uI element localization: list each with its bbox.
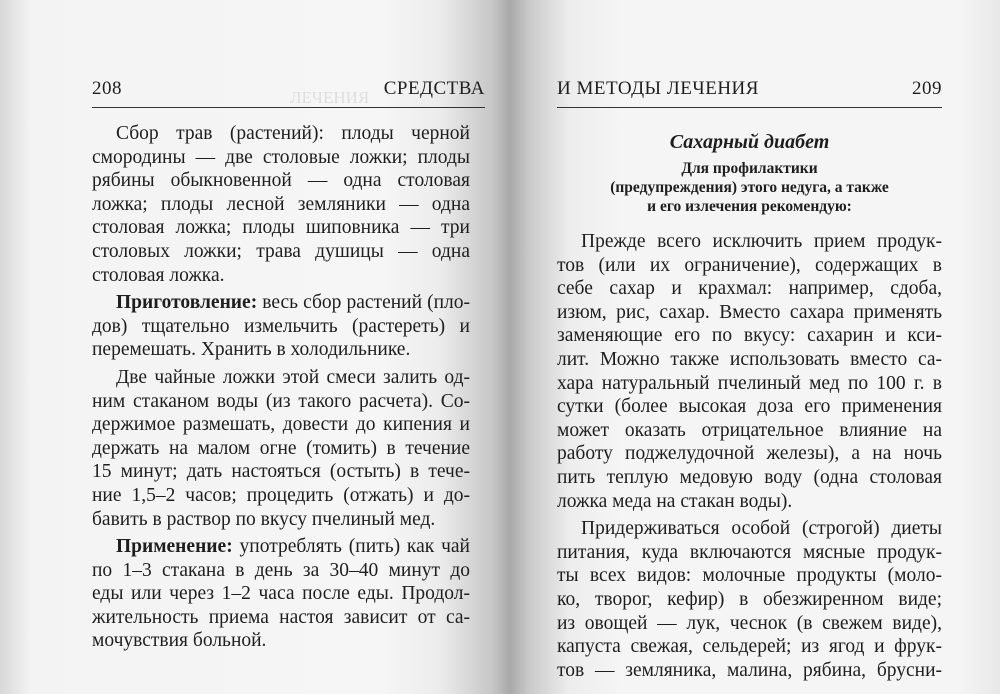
header-rule	[557, 107, 942, 108]
line-text: держимое размешать, довести до кипения и	[92, 414, 470, 436]
text-line	[557, 659, 942, 683]
text-line	[557, 442, 942, 466]
line-text: из овощей — лук, чеснок (в свежем виде),	[557, 612, 942, 634]
text-line	[92, 508, 470, 532]
text-line	[557, 395, 942, 419]
intro-line: и его излечения рекомендую:	[647, 198, 852, 215]
text-line	[92, 484, 470, 508]
line-text: тов (или их ограничение), содержащих в	[557, 254, 942, 276]
line-text: Две чайные ложки этой смеси залить од-	[116, 366, 470, 388]
text-line	[557, 564, 942, 588]
text-line	[92, 315, 470, 339]
text-line	[92, 338, 470, 362]
line-text: заменяющие его по вкусу: сахарин и кси-	[557, 325, 942, 347]
text-line	[92, 291, 470, 315]
line-text: 15 минут; дать настояться (остыть) в тече-	[92, 461, 470, 483]
line-text: ко, творог, кефир) в обезжиренном виде;	[557, 588, 942, 610]
text-line	[557, 324, 942, 348]
line-text: держать на малом огне (томить) в течение	[92, 437, 470, 459]
line-text: еды или через 1–2 часа после еды. Продол-	[92, 583, 470, 605]
line-text: по 1–3 стакана в день за 30–40 минут до	[92, 559, 470, 581]
line-text: питания, куда включаются мясные продук-	[557, 541, 942, 563]
running-title: И МЕТОДЫ ЛЕЧЕНИЯ	[557, 78, 759, 99]
section-intro	[557, 159, 942, 216]
left-page	[0, 0, 495, 694]
text-line	[557, 254, 942, 278]
text-line	[557, 277, 942, 301]
line-text: жительность приема настоя зависит от са-	[92, 606, 470, 628]
right-page-body	[557, 129, 942, 682]
line-text: ты всех видов: молочные продукты (моло-	[557, 565, 942, 587]
text-line	[557, 348, 942, 372]
text-line	[92, 169, 470, 193]
text-line	[92, 606, 470, 630]
line-text: весь сбор растений (пло-	[257, 292, 470, 314]
show-through-text: ЛЕЧЕНИЯ	[290, 88, 370, 107]
line-text: столовых ложки; трава душицы — одна	[92, 240, 470, 262]
line-text: перемешать. Хранить в холодильнике.	[92, 339, 411, 361]
left-page-header	[92, 78, 485, 104]
line-text: может оказать отрицательное влияние на	[557, 419, 942, 441]
run-in-heading: Приготовление:	[116, 292, 258, 314]
line-text: капуста свежая, сельдерей; из ягод и фрук-	[557, 636, 942, 658]
text-line	[92, 366, 470, 390]
text-line	[92, 535, 470, 559]
running-title: СРЕДСТВА	[383, 78, 485, 99]
text-line	[92, 413, 470, 437]
header-rule	[92, 107, 485, 108]
line-text: рябины обыкновенной — одна столовая	[92, 170, 470, 192]
intro-line: Для профилактики	[681, 160, 818, 177]
line-text: тов — земляника, малина, рябина, брусни-	[557, 659, 942, 681]
text-line	[557, 301, 942, 325]
line-text: пить теплую медовую воду (одна столовая	[557, 466, 942, 488]
line-text: Прежде всего исключить прием продук-	[581, 231, 942, 252]
text-line	[92, 629, 470, 653]
text-line	[557, 588, 942, 612]
text-line	[92, 460, 470, 484]
page-number: 209	[912, 78, 942, 99]
text-line	[557, 466, 942, 490]
line-text: употреблять (пить) как чай	[232, 536, 470, 558]
text-line	[92, 437, 470, 461]
line-text: ние 1,5–2 часов; процедить (отжать) и до-	[92, 484, 470, 506]
right-page	[505, 0, 1000, 694]
text-line	[92, 390, 470, 414]
text-line	[557, 517, 942, 541]
line-text: Придерживаться особой (строгой) диеты	[581, 518, 942, 540]
text-line	[557, 541, 942, 565]
text-line	[557, 419, 942, 443]
line-text: лит. Можно также использовать вместо са-	[557, 348, 942, 370]
line-text: работу поджелудочной железы), а на ночь	[557, 443, 942, 465]
left-page-body	[92, 122, 470, 653]
text-line	[557, 635, 942, 659]
line-text: Сбор трав (растений): плоды черной	[116, 123, 470, 144]
run-in-heading: Применение:	[116, 536, 233, 558]
line-text: ним стаканом воды (из такого расчета). Со-	[92, 390, 470, 412]
text-line	[92, 146, 470, 170]
line-text: бавить в раствор по вкусу пчелиный мед.	[92, 508, 436, 530]
line-text: себе сахар и крахмал: например, сдоба,	[557, 278, 942, 300]
text-line	[557, 490, 942, 514]
line-text: ложка; плоды лесной земляники — одна	[92, 193, 470, 215]
page-number: 208	[92, 78, 122, 99]
section-heading: Сахарный диабет	[669, 131, 830, 153]
text-line	[92, 240, 470, 264]
line-text: дов) тщательно измельчить (растереть) и	[92, 315, 470, 337]
line-text: сутки (более высокая доза его применения	[557, 396, 942, 418]
intro-line: (предупреждения) этого недуга, а также	[610, 179, 889, 196]
line-text: смородины — две столовые ложки; плоды	[92, 146, 470, 168]
text-line	[557, 230, 942, 254]
text-line	[557, 612, 942, 636]
line-text: ложка меда на стакан воды).	[557, 490, 793, 512]
text-line	[92, 193, 470, 217]
text-line	[92, 122, 470, 146]
line-text: мочувствия больной.	[92, 630, 267, 652]
line-text: столовая ложка; плоды шиповника — три	[92, 217, 470, 239]
line-text: хара натуральный пчелиный мед по 100 г. в	[557, 372, 942, 394]
text-line	[92, 559, 470, 583]
text-line	[92, 582, 470, 606]
right-page-paragraphs	[557, 230, 942, 682]
line-text: столовая ложка.	[92, 264, 225, 286]
right-page-header	[557, 78, 942, 104]
text-line	[92, 264, 470, 288]
line-text: изюм, рис, сахар. Вместо сахара применять	[557, 301, 942, 323]
text-line	[92, 216, 470, 240]
text-line	[557, 372, 942, 396]
